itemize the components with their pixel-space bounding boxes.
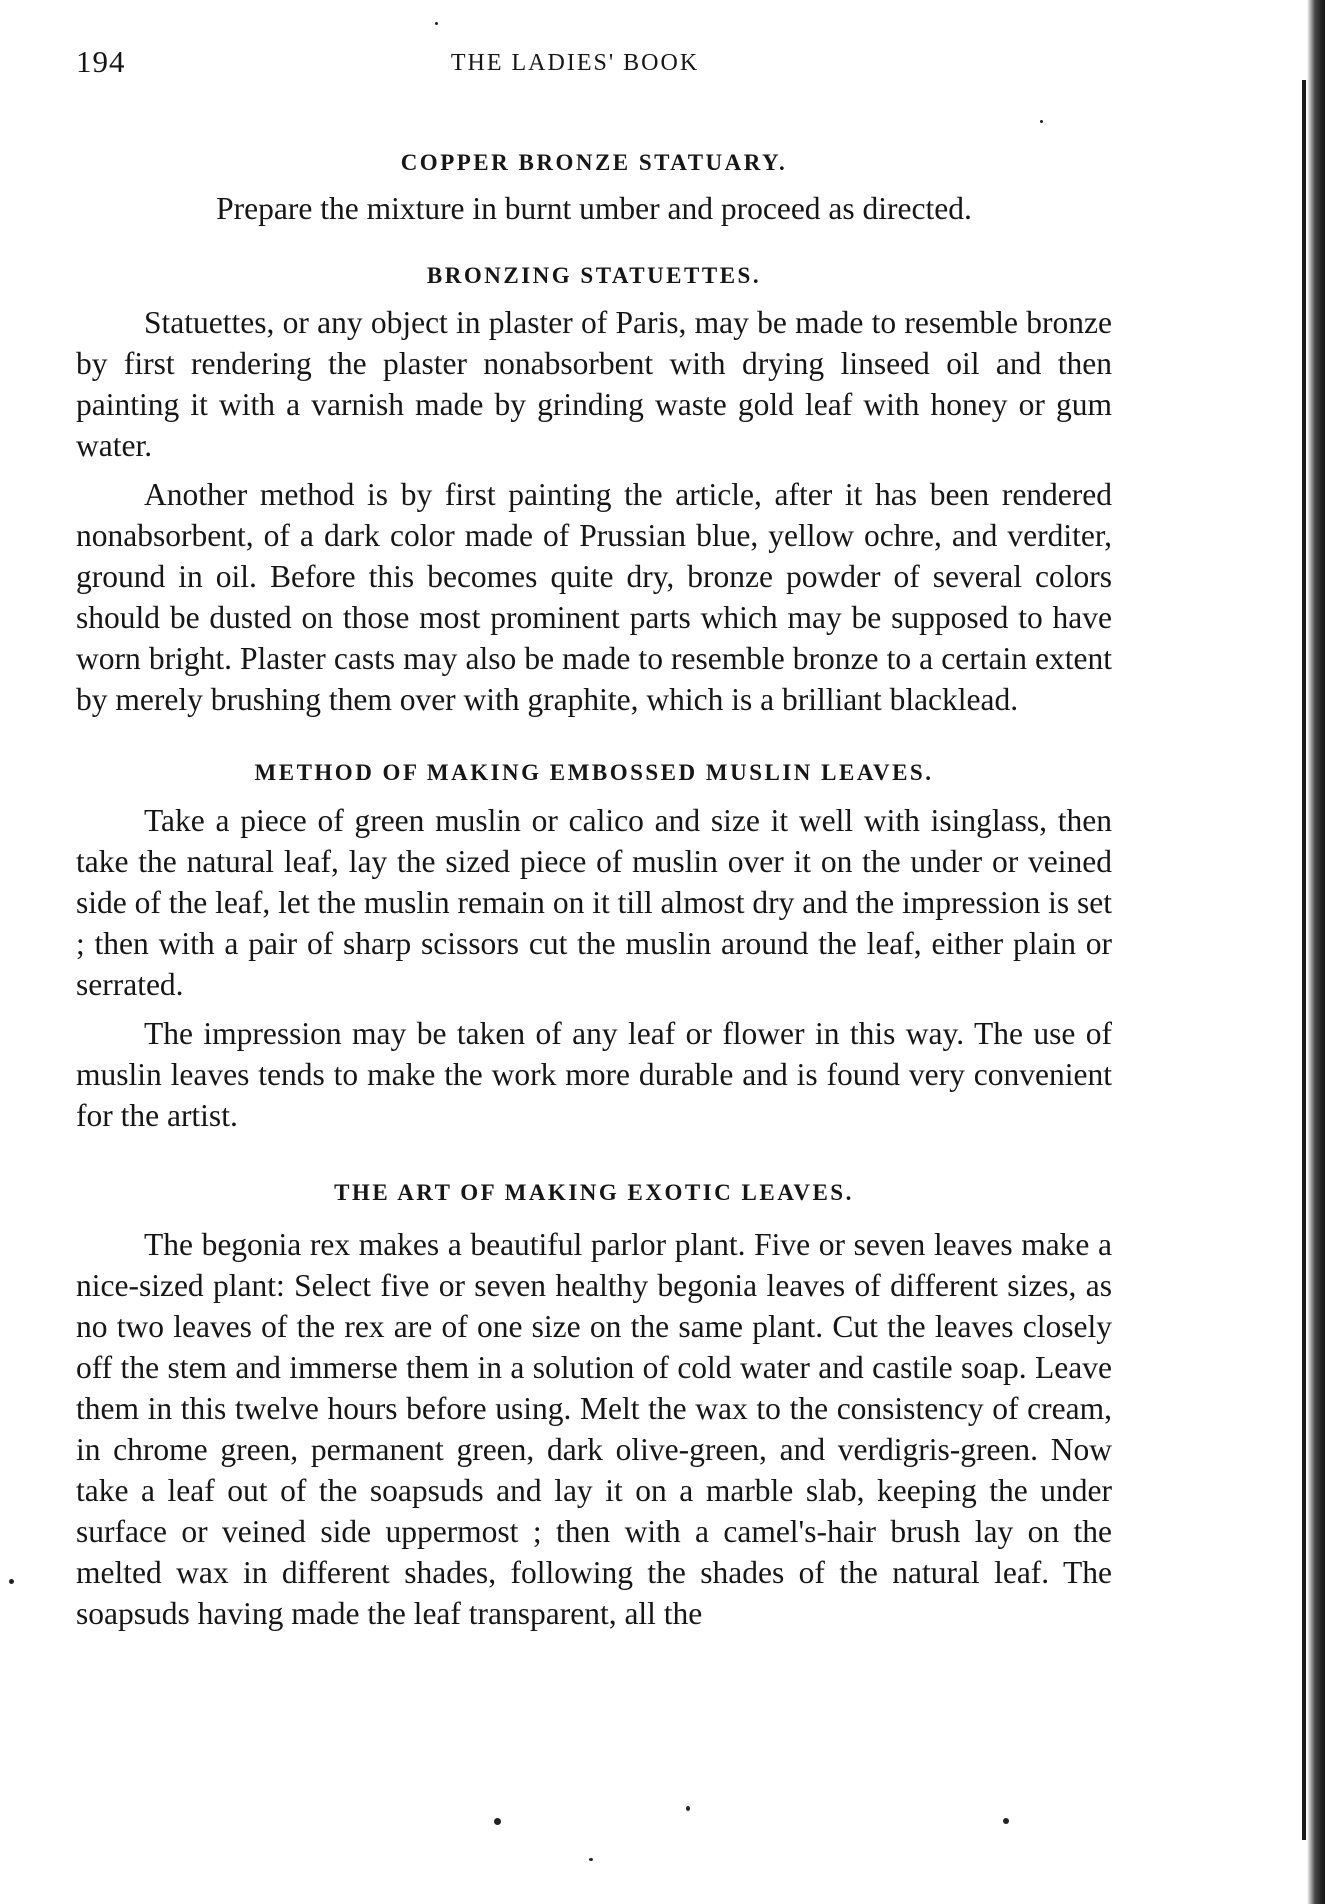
page-body bbox=[76, 150, 1112, 1634]
paragraph-statuettes-2: Another method is by first painting the article, after it has been rendered nonabsorbent, of a dark color made of Prussian blue, yellow ochre, and verditer, ground in oil. Before this becomes quite dry, bronze powder of several colors should be dusted on those most prominent parts which may be supposed to have worn bright. Plaster casts may also be made to resemble bronze to a certain extent by merely brushing them over with graphite, which is a brilliant blacklead. bbox=[76, 477, 1112, 717]
scan-speck bbox=[494, 1818, 501, 1825]
scan-speck bbox=[9, 1579, 14, 1584]
section-heading-exotic-leaves: THE ART OF MAKING EXOTIC LEAVES. bbox=[334, 1180, 854, 1205]
scan-speck bbox=[686, 1806, 690, 1811]
scan-speck bbox=[1003, 1818, 1009, 1824]
paragraph-muslin-2: The impression may be taken of any leaf or flower in this way. The use of muslin leaves tends to make the work more durable and is found very convenient for the artist. bbox=[76, 1016, 1112, 1133]
scan-speck bbox=[589, 1858, 593, 1861]
paragraph-copper-bronze: Prepare the mixture in burnt umber and proceed as directed. bbox=[216, 191, 972, 226]
section-heading-copper-bronze: COPPER BRONZE STATUARY. bbox=[400, 150, 788, 175]
paragraph-muslin-1: Take a piece of green muslin or calico and size it well with isinglass, then take the natural leaf, lay the sized piece of muslin over it on the under or veined side of the leaf, let the muslin remain on it till almost dry and the impression is set ; then with a pair of sharp scissors cut the muslin around the leaf, either plain or serrated. bbox=[76, 803, 1112, 1002]
paragraph-exotic-1: The begonia rex makes a beautiful parlor plant. Five or seven leaves make a nice-sized plant: Select five or seven healthy begonia leaves of different sizes, as no two leaves of the rex are of one size on the same plant. Cut the leaves closely off the stem and immerse them in a solution of cold water and castile soap. Leave them in this twelve hours before using. Melt the wax to the consistency of cream, in chrome green, permanent green, dark olive-green, and verdigris-green. Now take a leaf out of the soapsuds and lay it on a marble slab, keeping the under surface or veined side uppermost ; then with a camel's-hair brush lay on the melted wax in different shades, following the shades of the natural leaf. The soapsuds having made the leaf transparent, all the bbox=[76, 1227, 1112, 1631]
binding-line bbox=[1302, 80, 1306, 1840]
section-heading-muslin-leaves: METHOD OF MAKING EMBOSSED MUSLIN LEAVES. bbox=[254, 760, 934, 785]
scan-speck bbox=[1040, 120, 1043, 123]
section-heading-bronzing-statuettes: BRONZING STATUETTES. bbox=[426, 263, 762, 288]
paragraph-statuettes-1: Statuettes, or any object in plaster of Paris, may be made to resemble bronze by first rendering the plaster nonabsorbent with drying linseed oil and then painting it with a varnish made by grinding waste gold leaf with honey or gum water. bbox=[76, 305, 1112, 463]
scan-speck bbox=[435, 22, 438, 25]
binding-shadow bbox=[1307, 0, 1325, 1904]
running-title: THE LADIES' BOOK bbox=[450, 50, 700, 76]
page-number: 194 bbox=[76, 44, 126, 79]
